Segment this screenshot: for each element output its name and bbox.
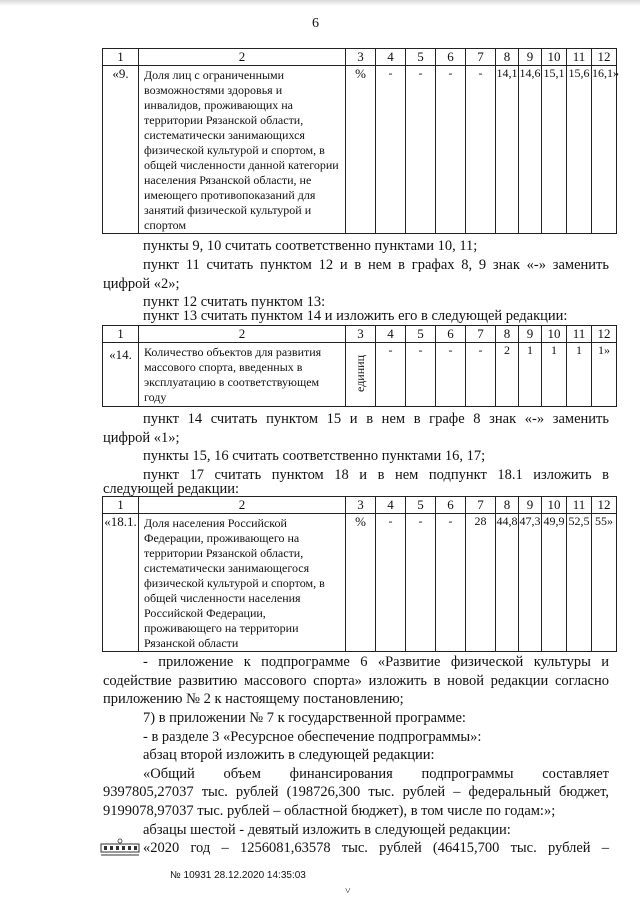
col-header: 10	[542, 49, 567, 66]
text-line: следующей редакции:	[103, 481, 240, 497]
text-line: «Общий объем финансирования подпрограммы составляет	[143, 766, 609, 782]
table-header-row	[103, 326, 617, 343]
col-header: 2	[139, 497, 346, 514]
col-header: 5	[406, 326, 436, 343]
col-header: 4	[376, 326, 406, 343]
text-line: пункт 17 считать пунктом 18 и в нем подпункт 18.1 изложить в	[143, 467, 609, 483]
col-header: 4	[376, 49, 406, 66]
col-header: 10	[542, 497, 567, 514]
row-value: -	[436, 343, 466, 407]
row-value: 15,1	[542, 66, 567, 234]
row-value: 49,9	[542, 514, 567, 652]
col-header: 7	[466, 49, 496, 66]
text-line: пункт 12 считать пунктом 13:	[143, 294, 326, 310]
col-header: 12	[592, 497, 617, 514]
row-description: Доля населения Российской Федерации, проживающего на территории Рязанской области, систематически занимающегося физической культурой и спортом, в общей численности населения Российской Федерации, проживающего на территории Рязанской области	[139, 514, 346, 652]
table-item-9	[102, 48, 617, 234]
col-header: 9	[519, 49, 542, 66]
col-header: 11	[567, 497, 592, 514]
text-line: абзац второй изложить в следующей редакции:	[143, 747, 435, 763]
col-header: 6	[436, 497, 466, 514]
scan-mark: ˅	[345, 886, 351, 897]
text-line: пункт 14 считать пунктом 15 и в нем в графе 8 знак «-» заменить	[143, 411, 609, 427]
row-value: 16,1»	[592, 66, 617, 234]
col-header: 7	[466, 326, 496, 343]
row-description: Доля лиц с ограниченными возможностями здоровья и инвалидов, проживающих на территории Рязанской области, систематически занимающихся физической культурой и спортом, в общей численности данной категории населения Рязанской области, не имеющего противопоказаний для занятий физической культурой и спортом	[139, 66, 346, 234]
col-header: 10	[542, 326, 567, 343]
row-number: «18.1.	[103, 514, 139, 652]
col-header: 1	[103, 49, 139, 66]
text-line: «2020 год – 1256081,63578 тыс. рублей (46415,700 тыс. рублей –	[143, 840, 609, 856]
row-value: 28	[466, 514, 496, 652]
page-number: 6	[312, 16, 319, 31]
text-line: - приложение к подпрограмме 6 «Развитие физической культуры и	[143, 654, 609, 670]
row-value: 1	[542, 343, 567, 407]
text-line: пункт 13 считать пунктом 14 и изложить его в следующей редакции:	[143, 308, 568, 324]
row-value: 14,1	[496, 66, 519, 234]
col-header: 2	[139, 326, 346, 343]
scan-top-edge	[0, 0, 640, 6]
row-value: -	[466, 66, 496, 234]
row-value: -	[406, 66, 436, 234]
row-value: 1»	[592, 343, 617, 407]
row-value: 1	[519, 343, 542, 407]
table-header-row	[103, 49, 617, 66]
row-value: 2	[496, 343, 519, 407]
col-header: 3	[346, 49, 376, 66]
table-row	[103, 343, 617, 407]
table-header-row	[103, 497, 617, 514]
col-header: 4	[376, 497, 406, 514]
row-value: 14,6	[519, 66, 542, 234]
row-unit: %	[346, 66, 376, 234]
text-line: - в разделе 3 «Ресурсное обеспечение подпрограммы»:	[143, 729, 482, 745]
col-header: 8	[496, 497, 519, 514]
row-value: 52,5	[567, 514, 592, 652]
col-header: 8	[496, 49, 519, 66]
row-value: 55»	[592, 514, 617, 652]
row-value: -	[376, 343, 406, 407]
text-line: пункты 9, 10 считать соответственно пунктами 10, 11;	[143, 238, 478, 254]
row-value: -	[406, 343, 436, 407]
text-line: абзацы шестой - девятый изложить в следующей редакции:	[143, 822, 511, 838]
row-value: 1	[567, 343, 592, 407]
text-line: 9397805,27037 тыс. рублей (198726,300 тыс. рублей – федеральный бюджет,	[103, 784, 609, 800]
row-number: «9.	[103, 66, 139, 234]
col-header: 8	[496, 326, 519, 343]
text-line: 9199078,97037 тыс. рублей – областной бюджет), в том числе по годам:»;	[103, 803, 556, 819]
col-header: 6	[436, 49, 466, 66]
col-header: 11	[567, 326, 592, 343]
row-value: -	[466, 343, 496, 407]
col-header: 1	[103, 326, 139, 343]
text-line: приложению № 2 к настоящему постановлению;	[103, 691, 404, 707]
col-header: 1	[103, 497, 139, 514]
table-item-18-1	[102, 496, 617, 652]
text-line: цифрой «1»;	[103, 430, 180, 446]
col-header: 3	[346, 326, 376, 343]
row-description: Количество объектов для развития массового спорта, введенных в эксплуатацию в соответствующем году	[139, 343, 346, 407]
col-header: 12	[592, 49, 617, 66]
text-line: пункт 11 считать пунктом 12 и в нем в графах 8, 9 знак «-» заменить	[143, 257, 609, 273]
text-line: 7) в приложении № 7 к государственной программе:	[143, 710, 466, 726]
row-value: 15,6	[567, 66, 592, 234]
col-header: 5	[406, 49, 436, 66]
row-value: 44,8	[496, 514, 519, 652]
table-row	[103, 514, 617, 652]
col-header: 9	[519, 326, 542, 343]
row-value: -	[436, 514, 466, 652]
row-value: -	[376, 514, 406, 652]
row-value: 47,3	[519, 514, 542, 652]
col-header: 11	[567, 49, 592, 66]
col-header: 7	[466, 497, 496, 514]
col-header: 5	[406, 497, 436, 514]
text-line: пункты 15, 16 считать соответственно пунктами 16, 17;	[143, 448, 486, 464]
row-value: -	[406, 514, 436, 652]
row-unit: %	[346, 514, 376, 652]
row-value: -	[436, 66, 466, 234]
row-value: -	[376, 66, 406, 234]
col-header: 3	[346, 497, 376, 514]
text-line: цифрой «2»;	[103, 276, 180, 292]
col-header: 2	[139, 49, 346, 66]
table-row	[103, 66, 617, 234]
row-number: «14.	[103, 343, 139, 407]
registration-footer: № 10931 28.12.2020 14:35:03	[170, 870, 306, 881]
table-item-14	[102, 325, 617, 407]
col-header: 6	[436, 326, 466, 343]
col-header: 9	[519, 497, 542, 514]
text-line: содействие развитию массового спорта» изложить в новой редакции согласно	[103, 673, 609, 689]
row-unit	[346, 343, 376, 407]
unit-text: единиц	[353, 354, 367, 392]
col-header: 12	[592, 326, 617, 343]
registry-stamp-icon	[100, 838, 140, 858]
